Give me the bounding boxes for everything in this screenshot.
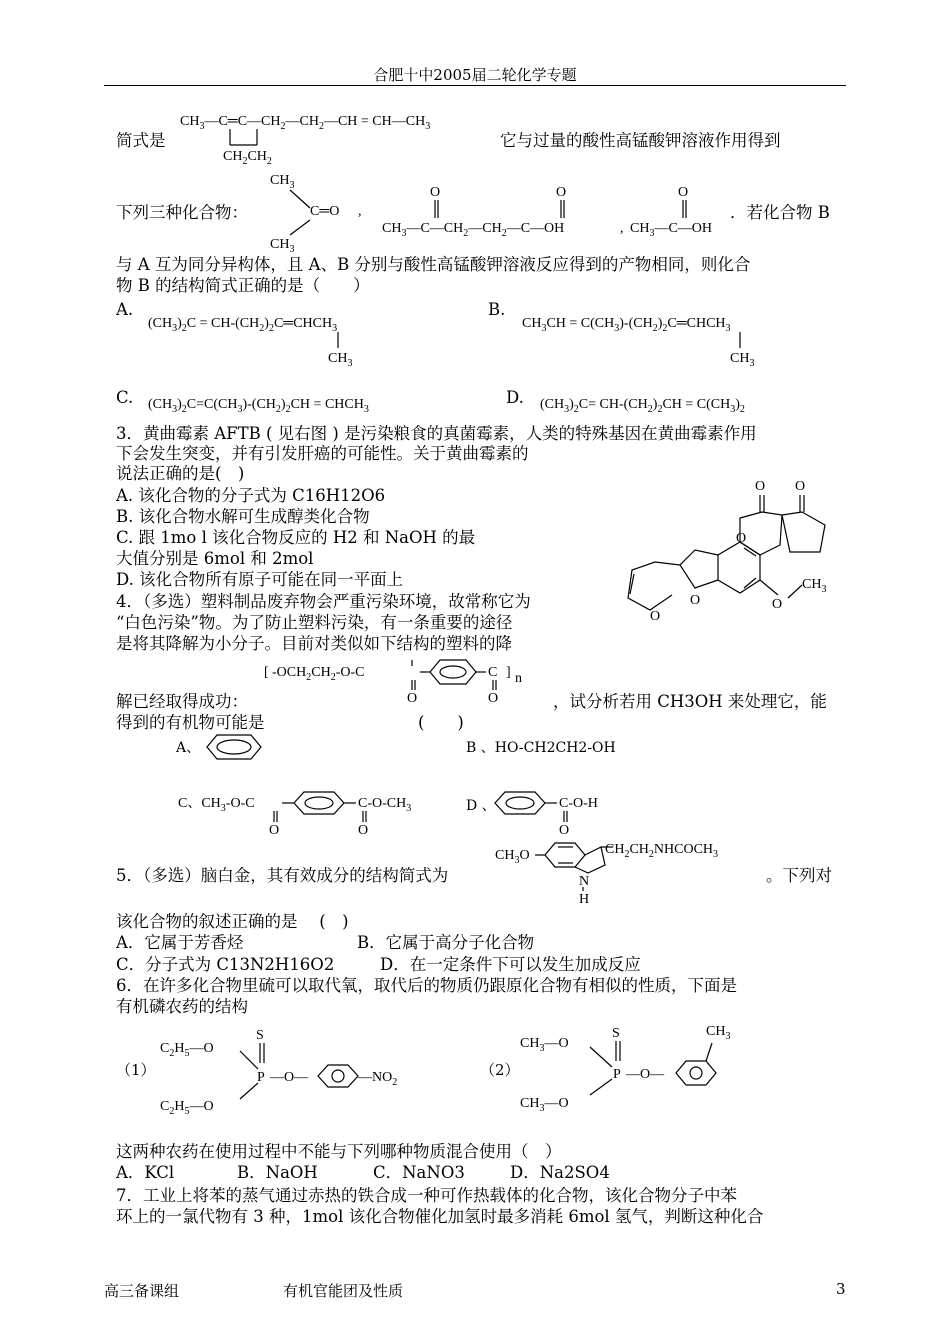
structure-acetic-acid xyxy=(628,180,738,240)
q5-option-b: B．它属于高分子化合物 xyxy=(357,933,535,952)
q4-line4-prefix: 解已经取得成功： xyxy=(116,692,248,711)
q5-option-a: A．它属于芳香烃 xyxy=(116,933,244,952)
q2-option-d-label: D. xyxy=(506,388,524,407)
q6-line1: 6．在许多化合物里硫可以取代氧，取代后的物质仍跟原化合物有相似的性质，下面是 xyxy=(116,976,737,995)
svg-text:O: O xyxy=(358,823,369,838)
svg-text:C═O: C═O xyxy=(310,204,340,219)
svg-text:—NO2: $—NO_2$ xyxy=(358,1070,398,1088)
svg-text:CH3: $CH_3$ xyxy=(270,237,295,255)
svg-text:P: P xyxy=(613,1067,621,1082)
q4-line2: “白色污染”物。为了防止塑料污染，有一条重要的途径 xyxy=(116,613,513,632)
svg-text:O: O xyxy=(772,597,783,612)
q3-option-b: B. 该化合物水解可生成醇类化合物 xyxy=(116,507,370,526)
svg-text:CH2CH2NHCOCH3: $CH_2CH_2NHCOCH_3$ xyxy=(605,842,719,860)
svg-text:O: O xyxy=(407,691,418,706)
svg-text:n: n xyxy=(515,671,522,686)
svg-text:O: O xyxy=(678,185,689,200)
svg-text:O: O xyxy=(736,531,747,546)
q2-option-b-structure xyxy=(522,310,822,370)
page-header-title: 合肥十中2005届二轮化学专题 xyxy=(373,66,577,84)
svg-text:CH3CH = C(CH3)-(CH2)2C═CHCH3: $CH_3CH$ = $C(CH_3)-(CH_2)_2C═CHCH_3$ xyxy=(522,316,731,334)
q6-line2: 有机磷农药的结构 xyxy=(116,997,248,1016)
svg-text:O: O xyxy=(650,609,661,624)
footer-center: 有机官能团及性质 xyxy=(283,1282,404,1300)
svg-text:CH3: $CH_3$ xyxy=(802,577,827,595)
melatonin-structure xyxy=(493,835,773,910)
q2-line1-prefix: 简式是 xyxy=(116,131,166,150)
svg-text:H: H xyxy=(579,892,590,907)
pesticide-2-structure xyxy=(520,1015,760,1115)
svg-text:CH3—O: $CH_3—O$ xyxy=(520,1096,569,1114)
q4-line3: 是将其降解为小分子。目前对类似如下结构的塑料的降 xyxy=(116,634,512,653)
svg-text:C: C xyxy=(488,665,498,680)
q2-line2-prefix: 下列三种化合物： xyxy=(116,203,248,222)
svg-text:N: N xyxy=(579,874,590,889)
q6-option-a: A．KCl xyxy=(116,1163,175,1182)
svg-text:O: O xyxy=(795,479,806,494)
q2-line2-suffix: ．若化合物 B xyxy=(730,203,830,222)
q4-option-a-benzene xyxy=(205,732,265,762)
q2-option-c-structure xyxy=(148,392,458,417)
svg-text:O: O xyxy=(690,593,701,608)
q2-line1-suffix: 它与过量的酸性高锰酸钾溶液作用得到 xyxy=(500,131,781,150)
svg-text:O: O xyxy=(430,185,441,200)
q4-paren: ( ) xyxy=(418,713,464,732)
q6-label-2: （2） xyxy=(480,1061,520,1079)
svg-text:CH3: $CH_3$ xyxy=(730,351,755,369)
q6-option-c: C．NaNO3 xyxy=(373,1163,465,1182)
pesticide-1-structure xyxy=(160,1025,440,1120)
q3-line3: 说法正确的是( ) xyxy=(116,464,245,483)
q6-option-b: B．NaOH xyxy=(237,1163,318,1182)
svg-text:S: S xyxy=(256,1028,264,1043)
q4-option-c-structure xyxy=(178,790,448,838)
svg-text:CH3—C═C—CH2—CH2—CH = CH—CH3: $CH_3—C═C—CH_2—CH_2—CH$ = $CH—CH_3$ xyxy=(180,114,431,132)
svg-text:C2H5—O: $C_2H_5—O$ xyxy=(160,1041,214,1059)
page-number: 3 xyxy=(836,1280,846,1298)
structure-compound-a xyxy=(175,105,505,165)
svg-text:(CH3)2C=C(CH3)-(CH2)2CH = CHCH: $(CH_3)_2C=C(CH_3)-(CH_2)_2CH$ = $CHCH_3$ xyxy=(148,397,369,415)
q4-line4-suffix: ，试分析若用 CH3OH 来处理它，能 xyxy=(553,692,827,711)
q5-option-d: D．在一定条件下可以发生加成反应 xyxy=(380,955,641,974)
q3-option-d: D. 该化合物所有原子可能在同一平面上 xyxy=(116,570,404,589)
svg-text:-OCH2CH2-O-C: $-OCH_2CH_2-O-C$ xyxy=(272,665,365,683)
svg-text:]: ] xyxy=(506,665,511,680)
polymer-structure xyxy=(262,652,562,704)
svg-text:CH2CH2: $CH_2CH_2$ xyxy=(223,149,272,167)
svg-text:,: , xyxy=(358,204,362,219)
q6-label-1: （1） xyxy=(116,1061,156,1079)
q4-option-d-structure xyxy=(493,790,633,838)
q2-option-d-structure xyxy=(540,392,830,417)
q2-option-c-label: C. xyxy=(116,388,134,407)
q4-line1: 4．（多选）塑料制品废弃物会严重污染环境，故常称它为 xyxy=(116,592,531,611)
q3-line1: 3．黄曲霉素 AFTB ( 见右图 ) 是污染粮食的真菌霉素，人类的特殊基因在黄曲霉素作用 xyxy=(116,424,757,443)
q4-line5: 得到的有机物可能是 xyxy=(116,713,265,732)
svg-text:C-O-H: C-O-H xyxy=(559,796,598,811)
svg-text:O: O xyxy=(559,823,570,838)
q6-question: 这两种农药在使用过程中不能与下列哪种物质混合使用（ ） xyxy=(116,1142,562,1161)
svg-text:CH3: $CH_3$ xyxy=(270,173,295,191)
svg-text:C、CH3-O-C: C、$CH_3-O-C$ xyxy=(178,796,255,814)
q3-line2: 下会发生突变，并有引发肝癌的可能性。关于黄曲霉素的 xyxy=(116,444,529,463)
header-rule xyxy=(104,85,846,86)
svg-text:CH3—O: $CH_3—O$ xyxy=(520,1036,569,1054)
svg-text:C-O-CH3: $C-O-CH_3$ xyxy=(358,796,412,814)
q2-option-b-label: B. xyxy=(488,300,506,319)
q5-line1-prefix: 5．（多选）脑白金，其有效成分的结构简式为 xyxy=(116,866,449,885)
q2-line4: 物 B 的结构简式正确的是（ ） xyxy=(116,276,370,295)
svg-text:—O—: —O— xyxy=(626,1067,665,1082)
svg-text:O: O xyxy=(755,479,766,494)
svg-text:O: O xyxy=(556,185,567,200)
aflatoxin-structure xyxy=(610,470,850,630)
q2-line3: 与 A 互为同分异构体，且 A、B 分别与酸性高锰酸钾溶液反应得到的产物相同，则化合 xyxy=(116,255,751,274)
q4-option-b: B 、HO-CH2CH2-OH xyxy=(466,740,616,756)
svg-text:CH3—C—CH2—CH2—C—OH: $CH_3—C—CH_2—CH_2—C—OH$ xyxy=(382,221,565,239)
q7-line2: 环上的一氯代物有 3 种，1mol 该化合物催化加氢时最多消耗 6mol 氢气，判断这种化合 xyxy=(116,1207,764,1226)
svg-text:S: S xyxy=(612,1026,620,1041)
q3-option-c-line1: C. 跟 1mo l 该化合物反应的 H2 和 NaOH 的最 xyxy=(116,528,476,547)
q3-option-a: A. 该化合物的分子式为 C16H12O6 xyxy=(116,486,386,505)
q5-option-c: C．分子式为 C13N2H16O2 xyxy=(116,955,335,974)
q7-line1: 7．工业上将苯的蒸气通过赤热的铁合成一种可作热载体的化合物，该化合物分子中苯 xyxy=(116,1186,737,1205)
q4-option-d-label: D 、 xyxy=(466,798,496,814)
svg-text:CH3—C—OH: $CH_3—C—OH$ xyxy=(630,221,713,239)
svg-text:CH3: $CH_3$ xyxy=(328,351,353,369)
q5-line2: 该化合物的叙述正确的是 ( ) xyxy=(116,912,349,931)
svg-text:C2H5—O: $C_2H_5—O$ xyxy=(160,1099,214,1117)
structure-keto-acid xyxy=(380,180,640,240)
svg-text:CH3: $CH_3$ xyxy=(706,1024,731,1042)
q6-option-d: D．Na2SO4 xyxy=(510,1163,610,1182)
svg-text:[: [ xyxy=(264,665,269,680)
svg-text:O: O xyxy=(488,691,499,706)
footer-left: 高三备课组 xyxy=(104,1282,180,1300)
q2-option-a-label: A. xyxy=(116,300,134,319)
svg-text:P: P xyxy=(257,1070,265,1085)
svg-text:,: , xyxy=(620,221,624,236)
q4-option-a-label: A、 xyxy=(176,740,201,756)
q3-option-c-line2: 大值分别是 6mol 和 2mol xyxy=(116,549,314,568)
svg-text:(CH3)2C= CH-(CH2)2CH = C(CH3)2: $(CH_3)_2C= CH-(CH_2)_2CH = C(CH_3)_2$ xyxy=(540,397,745,415)
svg-text:—O—: —O— xyxy=(270,1070,309,1085)
structure-acetone xyxy=(265,170,375,255)
q2-option-a-structure xyxy=(148,310,428,370)
svg-text:CH3O: $CH_3O$ xyxy=(495,848,530,866)
svg-text:O: O xyxy=(269,823,280,838)
q5-line1-suffix: 。下列对 xyxy=(766,866,832,885)
svg-text:(CH3)2C = CH-(CH2)2C═CHCH3: $(CH_3)_2C$ = $CH-(CH_2)_2C═CHCH_3$ xyxy=(148,316,338,334)
